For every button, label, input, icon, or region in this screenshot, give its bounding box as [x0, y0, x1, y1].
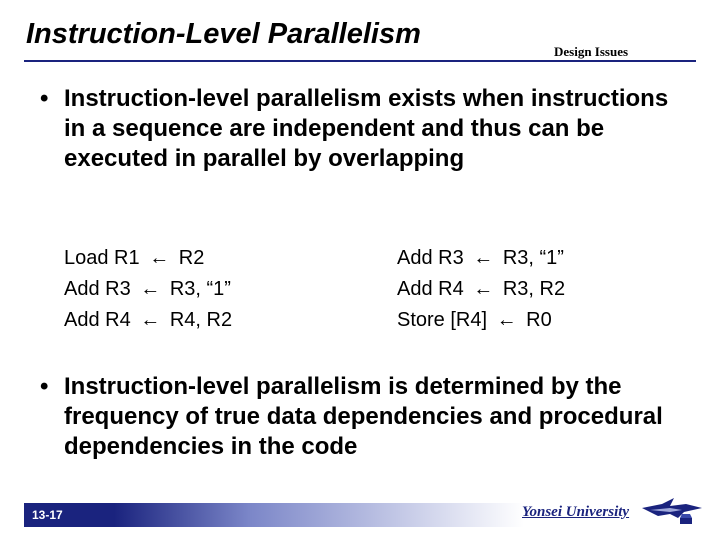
left-arrow-icon: ← — [473, 278, 494, 300]
left-arrow-icon: ← — [140, 309, 161, 331]
left-arrow-icon: ← — [140, 278, 161, 300]
code-src: R0 — [526, 309, 552, 331]
bullet-item — [40, 372, 684, 462]
section-label: Design Issues — [554, 44, 629, 59]
code-dest: Store [R4] — [397, 309, 488, 331]
code-block-right — [397, 243, 565, 336]
code-dest: Load R1 — [64, 247, 140, 269]
code-block-left — [64, 243, 232, 336]
code-line — [64, 274, 232, 305]
code-line — [397, 274, 565, 305]
left-arrow-icon: ← — [149, 247, 170, 269]
code-src: R3, R2 — [502, 278, 566, 300]
code-dest: Add R3 — [64, 278, 131, 300]
bullet-text: Instruction-level parallelism exists when instructions in a sequence are independent and thus can be executed in parallel by overlapping — [64, 85, 669, 172]
code-line — [64, 243, 232, 274]
footer-bar — [24, 503, 524, 527]
bullet-dot: • — [40, 85, 49, 112]
slide-title: Instruction-Level Parallelism — [26, 18, 421, 50]
code-src: R2 — [178, 247, 205, 269]
code-dest: Add R4 — [397, 278, 464, 300]
title-underline — [24, 60, 696, 62]
left-arrow-icon: ← — [496, 309, 517, 331]
bullet-text: Instruction-level parallelism is determined by the frequency of true data dependencies and procedural dependencies in the code — [64, 373, 663, 460]
page-number: 13-17 — [32, 508, 63, 522]
code-src: R4, R2 — [169, 309, 233, 331]
code-dest: Add R4 — [64, 309, 131, 331]
code-dest: Add R3 — [397, 247, 464, 269]
code-line — [397, 305, 565, 336]
code-src: R3, “1” — [169, 278, 231, 300]
code-line — [397, 243, 565, 274]
bullet-item — [40, 84, 684, 174]
code-line — [64, 305, 232, 336]
eagle-logo-icon — [640, 494, 704, 530]
university-name: Yonsei University — [522, 504, 630, 520]
bullet-dot: • — [40, 373, 49, 400]
code-src: R3, “1” — [502, 247, 564, 269]
left-arrow-icon: ← — [473, 247, 494, 269]
